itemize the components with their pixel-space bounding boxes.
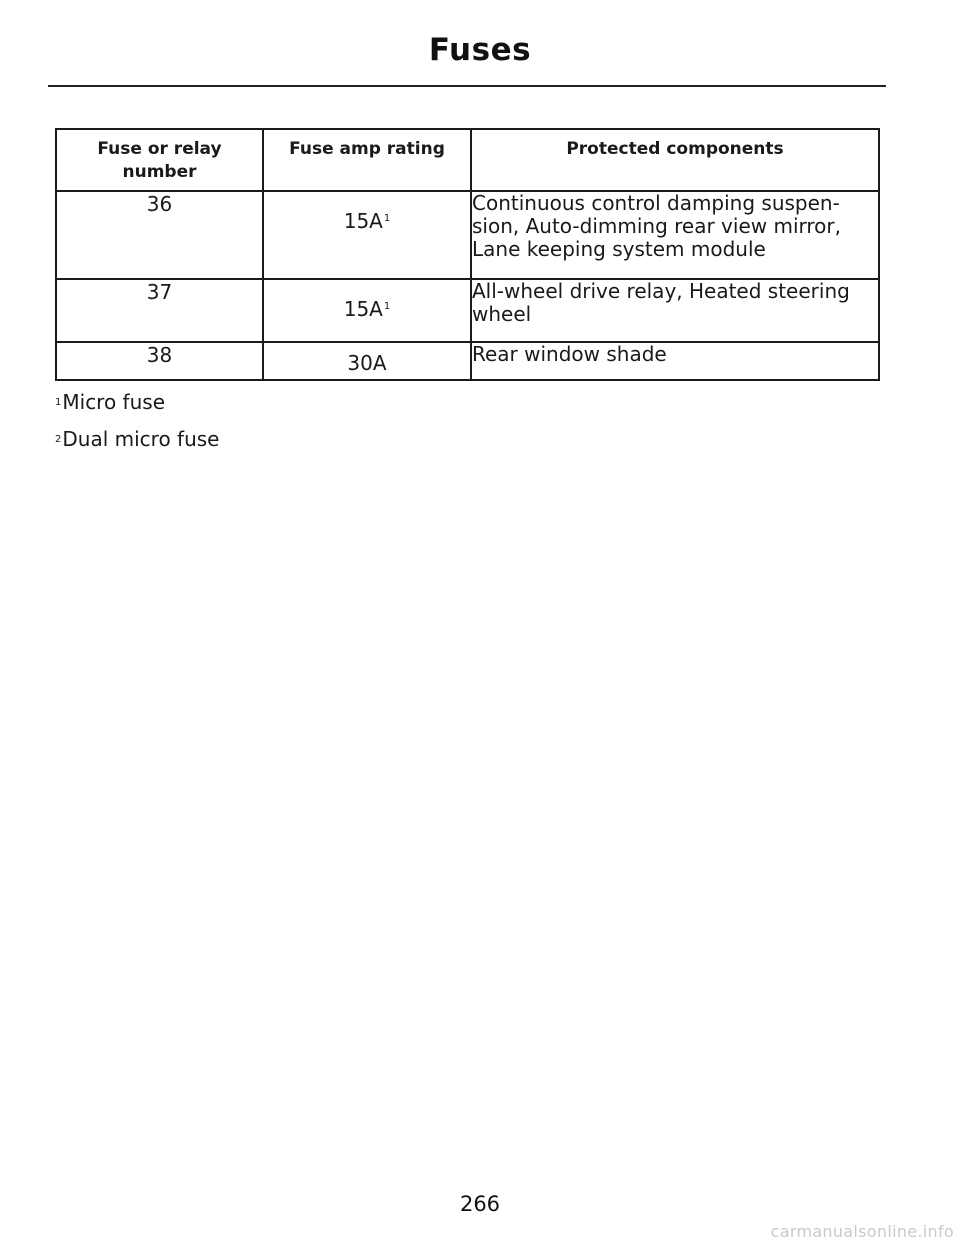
table-row xyxy=(56,279,879,342)
footnote-marker: 1 xyxy=(55,397,62,408)
footnotes xyxy=(55,390,855,464)
fuse-number-cell: 37 xyxy=(56,279,263,342)
footnote-item xyxy=(55,390,855,414)
protected-components-cell: All-wheel drive relay, Heated steering wheel xyxy=(471,279,879,342)
footnote-item xyxy=(55,427,855,451)
header-amp-rating: Fuse amp rating xyxy=(263,129,471,191)
footnote-marker: 2 xyxy=(55,434,62,445)
footnote-marker: 1 xyxy=(383,301,391,312)
footnote-marker: 1 xyxy=(383,213,391,224)
page-number: 266 xyxy=(459,1192,501,1216)
amp-rating-value: 15A xyxy=(343,209,383,233)
protected-components-text: Continuous control damping suspen-sion, Auto-dimming rear view mirror, Lane keeping system module xyxy=(472,191,841,261)
fuse-number-cell: 38 xyxy=(56,342,263,380)
footnote-text: Micro fuse xyxy=(62,390,166,414)
amp-rating-cell xyxy=(263,191,471,279)
page-title: Fuses xyxy=(428,32,532,68)
amp-rating-cell xyxy=(263,279,471,342)
header-protected-components: Protected components xyxy=(471,129,879,191)
table-row xyxy=(56,191,879,279)
watermark: carmanualsonline.info xyxy=(770,1222,954,1241)
header-fuse-number xyxy=(56,129,263,191)
fuse-number-cell: 36 xyxy=(56,191,263,279)
title-divider xyxy=(48,85,886,87)
protected-components-cell xyxy=(471,191,879,279)
protected-components-cell: Rear window shade xyxy=(471,342,879,380)
header-fuse-number-label: Fuse or relay number xyxy=(97,139,222,182)
footnote-text: Dual micro fuse xyxy=(62,427,220,451)
amp-rating-value: 15A xyxy=(343,297,383,321)
fuse-table xyxy=(55,128,880,381)
table-header-row xyxy=(56,129,879,191)
amp-rating-value: 30A xyxy=(347,351,387,375)
amp-rating-cell xyxy=(263,342,471,380)
table-row xyxy=(56,342,879,380)
